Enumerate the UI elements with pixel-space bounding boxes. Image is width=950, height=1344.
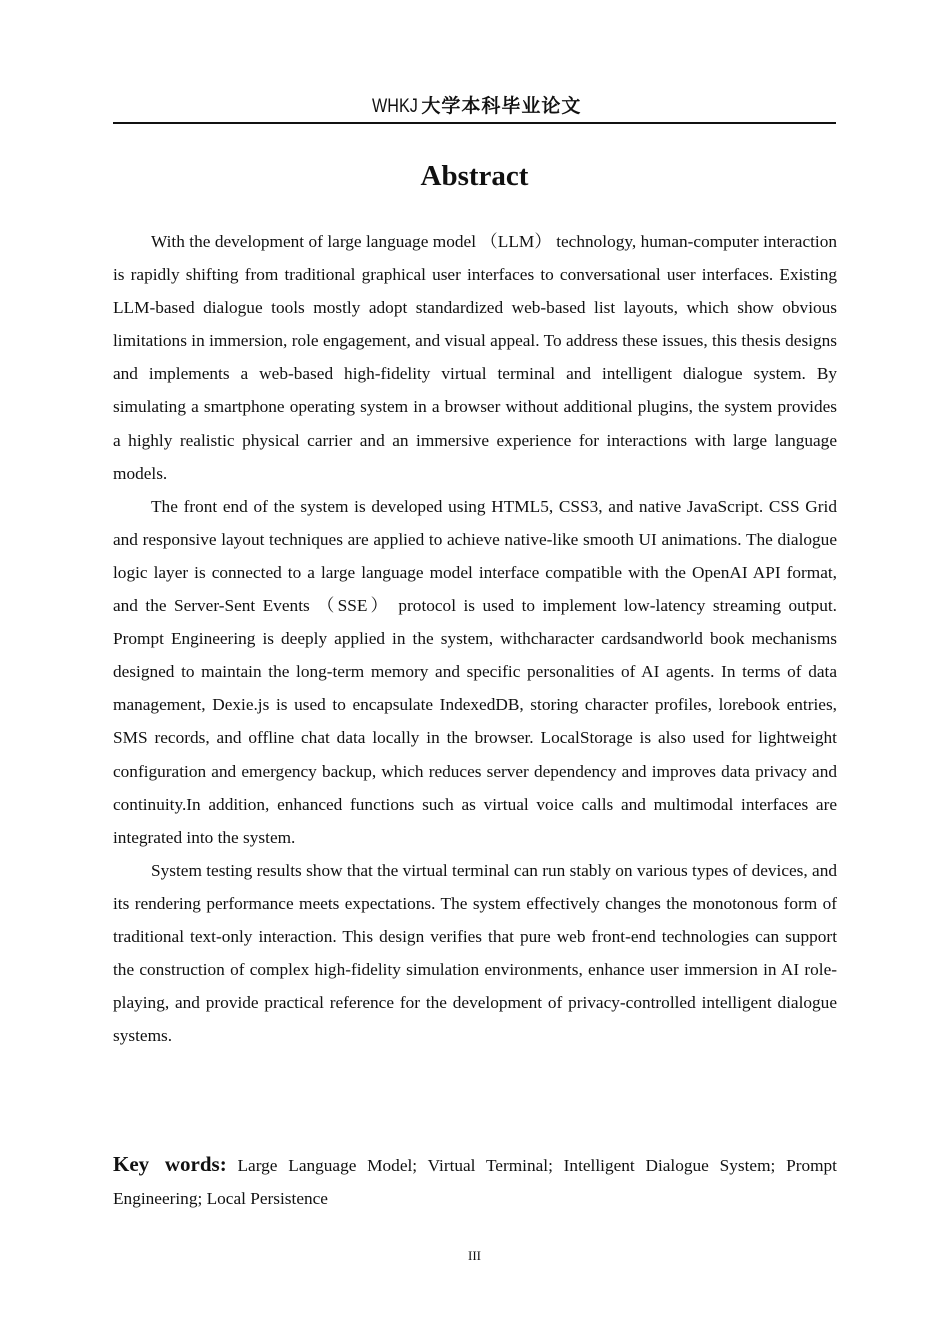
header-thesis-label: 大学本科毕业论文 bbox=[421, 95, 582, 117]
keywords-text: Large Language Model; Virtual Terminal; Intelligent Dialogue System; Prompt Engineering; Local Persistence bbox=[113, 1156, 837, 1209]
keywords-section bbox=[113, 1148, 837, 1215]
abstract-body bbox=[113, 225, 837, 1052]
keywords-label: Key words: bbox=[113, 1152, 227, 1176]
abstract-title: Abstract bbox=[420, 160, 529, 192]
page-header bbox=[113, 92, 836, 124]
header-university-code: WHKJ bbox=[371, 96, 418, 117]
page-number: III bbox=[468, 1248, 481, 1263]
abstract-paragraph-2: The front end of the system is developed using HTML5, CSS3, and native JavaScript. CSS Grid and responsive layout techniques are applied to achieve native-like smooth UI animations. The dialogue logic layer is connected to a large language model interface compatible with the OpenAI API format, and the Server-Sent Events （SSE） protocol is used to implement low-latency streaming output. Prompt Engineering is deeply applied in the system, withcharacter cardsandworld book mechanisms designed to maintain the long-term memory and specific personalities of AI agents. In terms of data management, Dexie.js is used to encapsulate IndexedDB, storing character profiles, lorebook entries, SMS records, and offline chat data locally in the browser. LocalStorage is also used for lightweight configuration and emergency backup, which reduces server dependency and improves data privacy and continuity.In addition, enhanced functions such as virtual voice calls and multimodal interfaces are integrated into the system. bbox=[113, 496, 837, 847]
abstract-paragraph-1: With the development of large language model （LLM） technology, human-computer interaction is rapidly shifting from traditional graphical user interfaces to conversational user interfaces. Existing LLM-based dialogue tools mostly adopt standardized web-based list layouts, which show obvious limitations in immersion, role engagement, and visual appeal. To address these issues, this thesis designs and implements a web-based high-fidelity virtual terminal and intelligent dialogue system. By simulating a smartphone operating system in a browser without additional plugins, the system provides a highly realistic physical carrier and an immersive experience for interactions with large language models. bbox=[113, 232, 837, 483]
header-title bbox=[368, 95, 582, 117]
abstract-paragraph-3: System testing results show that the virtual terminal can run stably on various types of devices, and its rendering performance meets expectations. The system effectively changes the monotonous form of traditional text-only interaction. This design verifies that pure web front-end technologies can support the construction of complex high-fidelity simulation environments, enhance user immersion in AI role-playing, and provide practical reference for the development of privacy-controlled intelligent dialogue systems. bbox=[113, 860, 837, 1046]
